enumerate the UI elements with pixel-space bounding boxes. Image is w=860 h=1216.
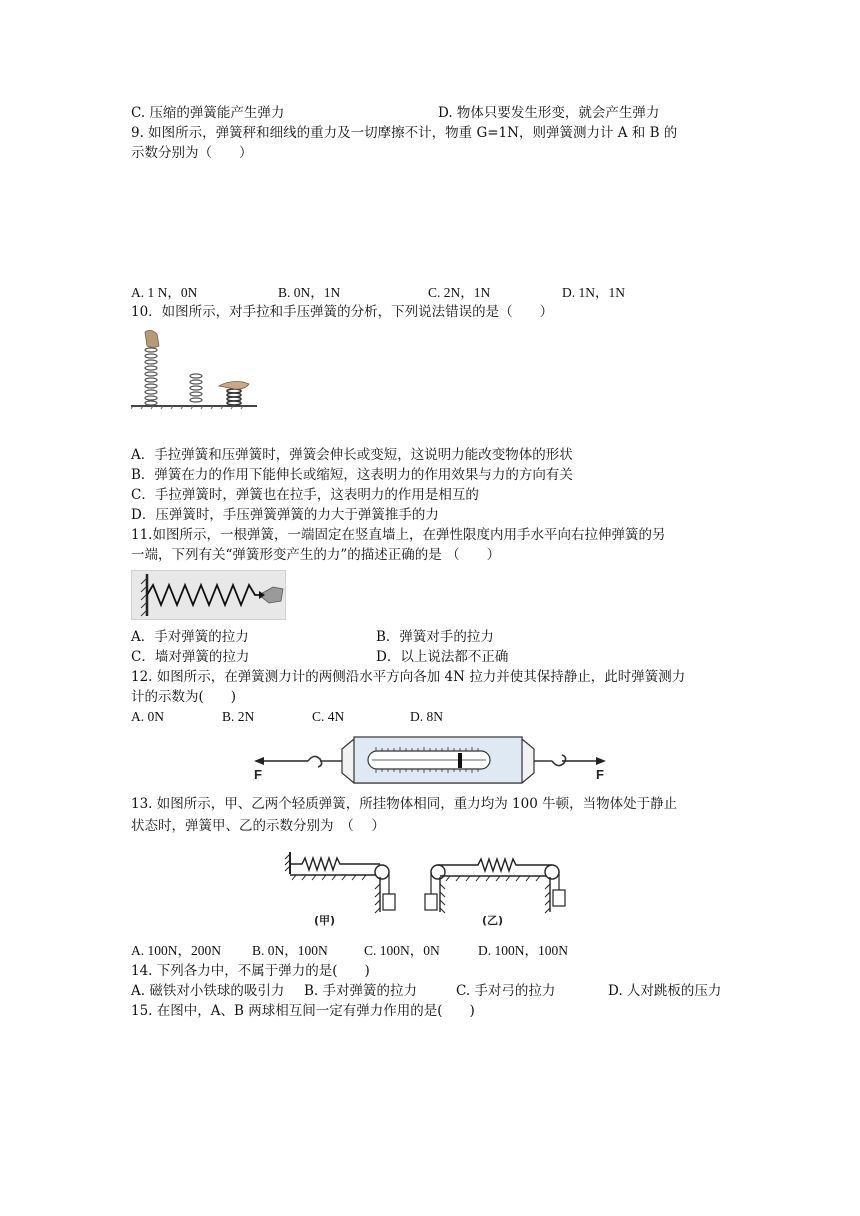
- q8-option-d: D. 物体只要发生形变，就会产生弹力: [438, 105, 660, 121]
- q12-force-left-label: F: [254, 767, 262, 782]
- q13-stem-line2: 状态时，弹簧甲、乙的示数分别为 （ ）: [131, 818, 386, 834]
- q12-force-right-label: F: [596, 767, 604, 782]
- q9-stem-line1: 9. 如图所示，弹簧秤和细线的重力及一切摩擦不计，物重 G=1N，则弹簧测力计 A 和 B 的: [131, 125, 678, 141]
- q11-wall-spring-figure: [131, 570, 286, 620]
- q9-stem-line2: 示数分别为（ ）: [131, 145, 253, 161]
- q12-option-d: D. 8N: [410, 709, 443, 724]
- q12-option-b: B. 2N: [222, 709, 255, 724]
- q13-option-a: A. 100N，200N: [131, 943, 221, 958]
- q13-figure-yi: [425, 859, 565, 927]
- q14-option-d: D. 人对跳板的压力: [608, 983, 722, 999]
- q12-stem-line1: 12. 如图所示，在弹簧测力计的两侧沿水平方向各加 4N 拉力并使其保持静止，此时弹簧测力: [131, 669, 686, 685]
- q12-spring-scale-figure: [250, 727, 615, 785]
- q8-option-c: C. 压缩的弹簧能产生弹力: [131, 105, 285, 121]
- q13-label-jia: (甲): [314, 914, 336, 927]
- q13-springs-figure: [282, 848, 572, 932]
- q11-option-c: C．墙对弹簧的拉力: [131, 649, 250, 665]
- q14-option-c: C. 手对弓的拉力: [456, 983, 556, 999]
- q13-option-d: D. 100N，100N: [478, 943, 568, 958]
- q10-springs-figure: [131, 328, 258, 410]
- q14-option-b: B. 手对弹簧的拉力: [304, 983, 418, 999]
- q11-option-a: A．手对弹簧的拉力: [131, 629, 249, 645]
- q14-option-a: A. 磁铁对小铁球的吸引力: [131, 983, 285, 999]
- q9-option-b: B. 0N，1N: [278, 285, 341, 300]
- q13-option-b: B. 0N，100N: [252, 943, 328, 958]
- q13-option-c: C. 100N，0N: [364, 943, 440, 958]
- q11-stem-line1: 11.如图所示，一根弹簧，一端固定在竖直墙上，在弹性限度内用手水平向右拉伸弹簧的另: [131, 527, 666, 543]
- q10-option-d: D．压弹簧时，手压弹簧弹簧的力大于弹簧推手的力: [131, 507, 439, 523]
- q12-option-a: A. 0N: [131, 709, 164, 724]
- q10-option-b: B．弹簧在力的作用下能伸长或缩短，这表明力的作用效果与力的方向有关: [131, 467, 573, 483]
- q13-figure-jia: [285, 852, 395, 927]
- q10-stem: 10．如图所示，对手拉和手压弹簧的分析，下列说法错误的是（ ）: [131, 304, 554, 320]
- q11-option-b: B．弹簧对手的拉力: [376, 629, 494, 645]
- q15-stem: 15. 在图中，A、B 两球相互间一定有弹力作用的是( ): [131, 1003, 475, 1019]
- q13-label-yi: (乙): [482, 914, 504, 927]
- q12-stem-line2: 计的示数为( ): [131, 689, 237, 705]
- q9-option-d: D. 1N，1N: [562, 285, 625, 300]
- q12-option-c: C. 4N: [312, 709, 345, 724]
- q11-stem-line2: 一端，下列有关“弹簧形变产生的力”的描述正确的是 （ ）: [131, 547, 501, 563]
- q10-option-c: C．手拉弹簧时，弹簧也在拉手，这表明力的作用是相互的: [131, 487, 479, 503]
- q9-option-c: C. 2N，1N: [428, 285, 491, 300]
- q14-stem: 14. 下列各力中，不属于弹力的是( ): [131, 963, 370, 979]
- q9-option-a: A. 1 N，0N: [131, 285, 198, 300]
- q11-option-d: D．以上说法都不正确: [376, 649, 509, 665]
- q10-option-a: A．手拉弹簧和压弹簧时，弹簧会伸长或变短，这说明力能改变物体的形状: [131, 447, 573, 463]
- q13-stem-line1: 13. 如图所示，甲、乙两个轻质弹簧，所挂物体相同，重力均为 100 牛顿，当物体处于静止: [131, 796, 678, 812]
